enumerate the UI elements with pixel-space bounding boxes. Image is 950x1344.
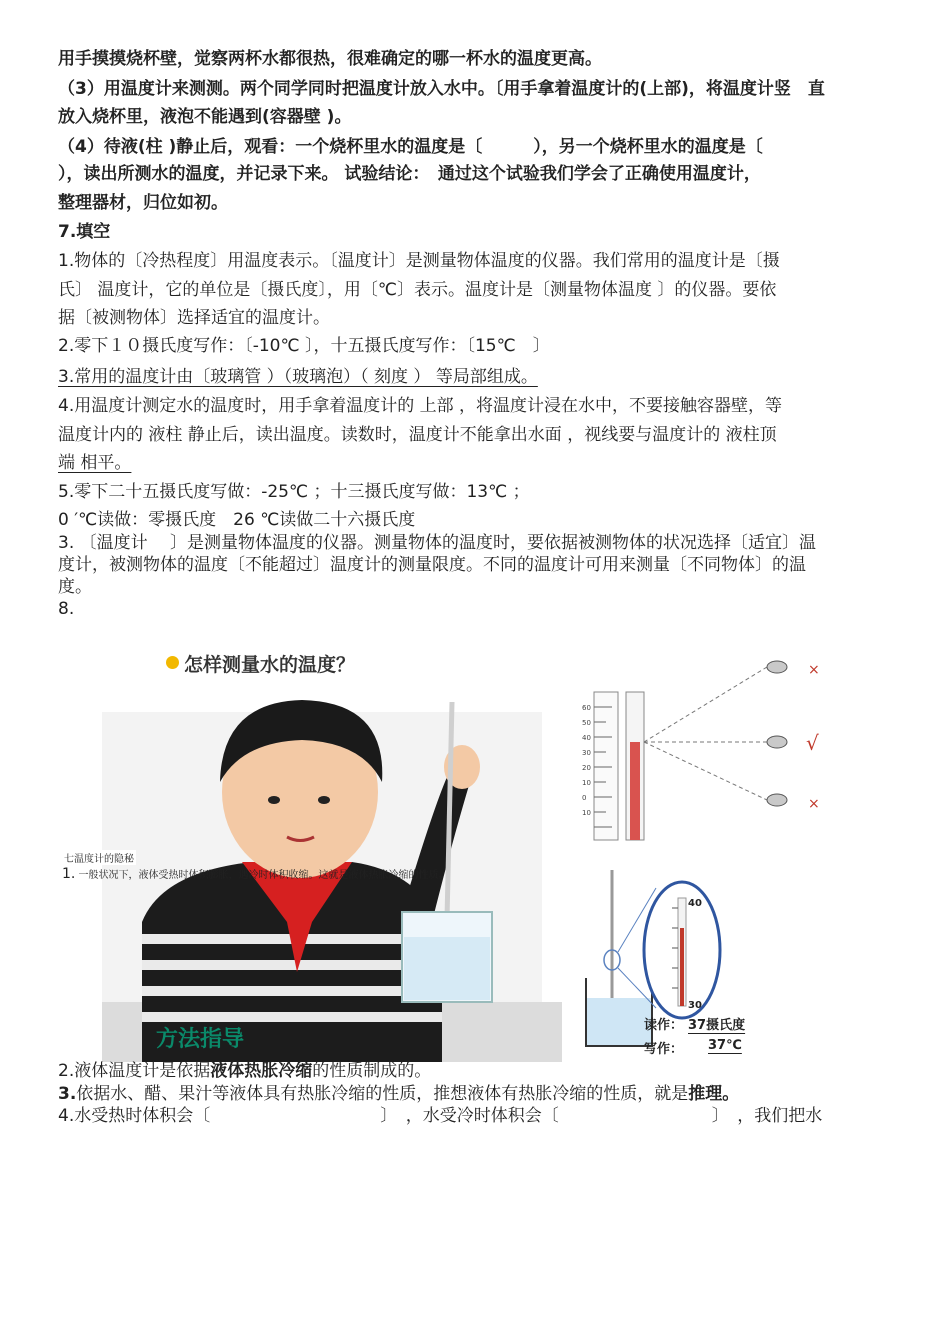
text-emphasis: 液体热胀冷缩: [210, 1061, 313, 1081]
text-line: 温度计内的 液柱 静止后，读出温度。读数时，温度计不能拿出水面 ，视线要与温度计的 液柱顶: [58, 425, 777, 445]
text-line: 度计，被测物体的温度〔不能超过〕温度计的测量限度。不同的温度计可用来测量〔不同物体〕的温: [58, 555, 806, 575]
text-line: 4.水受热时体积会〔 〕 ，水受冷时体积会〔 〕 ，我们把水: [58, 1106, 823, 1126]
text-fragment: 的性质制成的。: [312, 1061, 432, 1081]
method-guide-logo: 方法指导: [156, 1027, 245, 1052]
text-line: [58, 1060, 431, 1082]
overlay-title: 七温度计的隐秘: [62, 850, 136, 865]
thermometer-figure: [62, 632, 892, 1062]
text-line: 5.零下二十五摄氏度写做：-25℃ ；十三摄氏度写做：13℃ ；: [58, 482, 530, 502]
section-heading: 8.: [58, 599, 75, 619]
zoom-scale-top: 40: [688, 898, 702, 909]
text-fragment: 2.液体温度计是依据: [58, 1061, 211, 1081]
scale-tick-label: 10: [582, 779, 591, 787]
text-fragment: 3.: [58, 1084, 77, 1104]
text-line: ），读出所测水的温度，并记录下来。 试验结论： 通过这个试验我们学会了正确使用温度计，: [58, 164, 761, 184]
correct-mark: √: [806, 731, 819, 755]
writing-label: 写作：: [644, 1042, 684, 1057]
writing-value: 37℃: [708, 1038, 742, 1053]
text-fragment: 依据水、醋、果汁等液体具有热胀冷缩的性质，推想液体有热胀冷缩的性质，就是: [76, 1084, 689, 1104]
wrong-mark-top: ×: [808, 662, 820, 678]
text-line: 氏〕 温度计，它的单位是〔摄氏度〕，用〔℃〕表示。温度计是〔测量物体温度 〕的仪器。要依: [58, 280, 777, 300]
text-line: （3）用温度计来测测。两个同学同时把温度计放入水中。〔用手拿着温度计的(上部)，将温度计竖 直: [58, 79, 825, 99]
text-line: 据〔被测物体〕选择适宜的温度计。: [58, 308, 330, 328]
scale-tick-label: 20: [582, 764, 591, 772]
overlay-text: [62, 866, 449, 882]
wrong-mark-bottom: ×: [808, 796, 820, 812]
text-line: 放入烧杯里，液泡不能遇到(容器壁 )。: [58, 107, 352, 127]
text-line: 2.零下１０摄氏度写作：〔-10℃ 〕，十五摄氏度写作：〔15℃ 〕: [58, 336, 550, 356]
text-line: 3.常用的温度计由〔玻璃管 ）（玻璃泡）（ 刻度 ） 等局部组成。: [58, 367, 538, 387]
scale-tick-label: 40: [582, 734, 591, 742]
scale-tick-label: 60: [582, 704, 591, 712]
text-line: [58, 1083, 739, 1105]
figure-title: 怎样测量水的温度？: [184, 654, 356, 676]
text-line: 1.物体的〔冷热程度〕用温度表示。〔温度计〕是测量物体温度的仪器。我们常用的温度计是〔摄: [58, 251, 780, 271]
reading-angle-diagram: [582, 652, 842, 852]
section-heading: 7.填空: [58, 222, 111, 242]
scale-tick-label: 30: [582, 749, 591, 757]
overlay-sentence: 一般状况下，液体受热时体积膨胀，遇冷时体积收缩。这就是液体热胀冷缩的性质。: [78, 870, 449, 881]
bullet-dot: [166, 656, 179, 669]
reading-value: 37摄氏度: [688, 1018, 746, 1033]
text-line: 整理器材，归位如初。: [58, 193, 228, 213]
text-line: 4.用温度计测定水的温度时，用手拿着温度计的 上部 ，将温度计浸在水中，不要接触容器壁，等: [58, 396, 783, 416]
text-line: 3. 〔温度计 〕是测量物体温度的仪器。测量物体的温度时，要依据被测物体的状况选择〔适宜〕温: [58, 533, 817, 553]
text-line: 用手摸摸烧杯壁，觉察两杯水都很热，很难确定的哪一杯水的温度更高。: [58, 49, 602, 69]
scale-tick-label: 10: [582, 809, 591, 817]
text-emphasis: 推理。: [688, 1084, 740, 1104]
text-line: 端 相平。: [58, 453, 132, 473]
scale-tick-label: 0: [582, 794, 587, 802]
overlay-number: 1.: [62, 866, 76, 882]
text-line: 0 ′℃读做：零摄氏度 26 ℃读做二十六摄氏度: [58, 510, 416, 530]
text-line: （4）待液(柱 )静止后，观看：一个烧杯里水的温度是〔 ），另一个烧杯里水的温度是〔: [58, 137, 763, 157]
text-line: 度。: [58, 577, 92, 597]
scale-tick-label: 50: [582, 719, 591, 727]
reading-label: 读作：: [644, 1018, 684, 1033]
zoom-scale-bottom: 30: [688, 1000, 702, 1011]
